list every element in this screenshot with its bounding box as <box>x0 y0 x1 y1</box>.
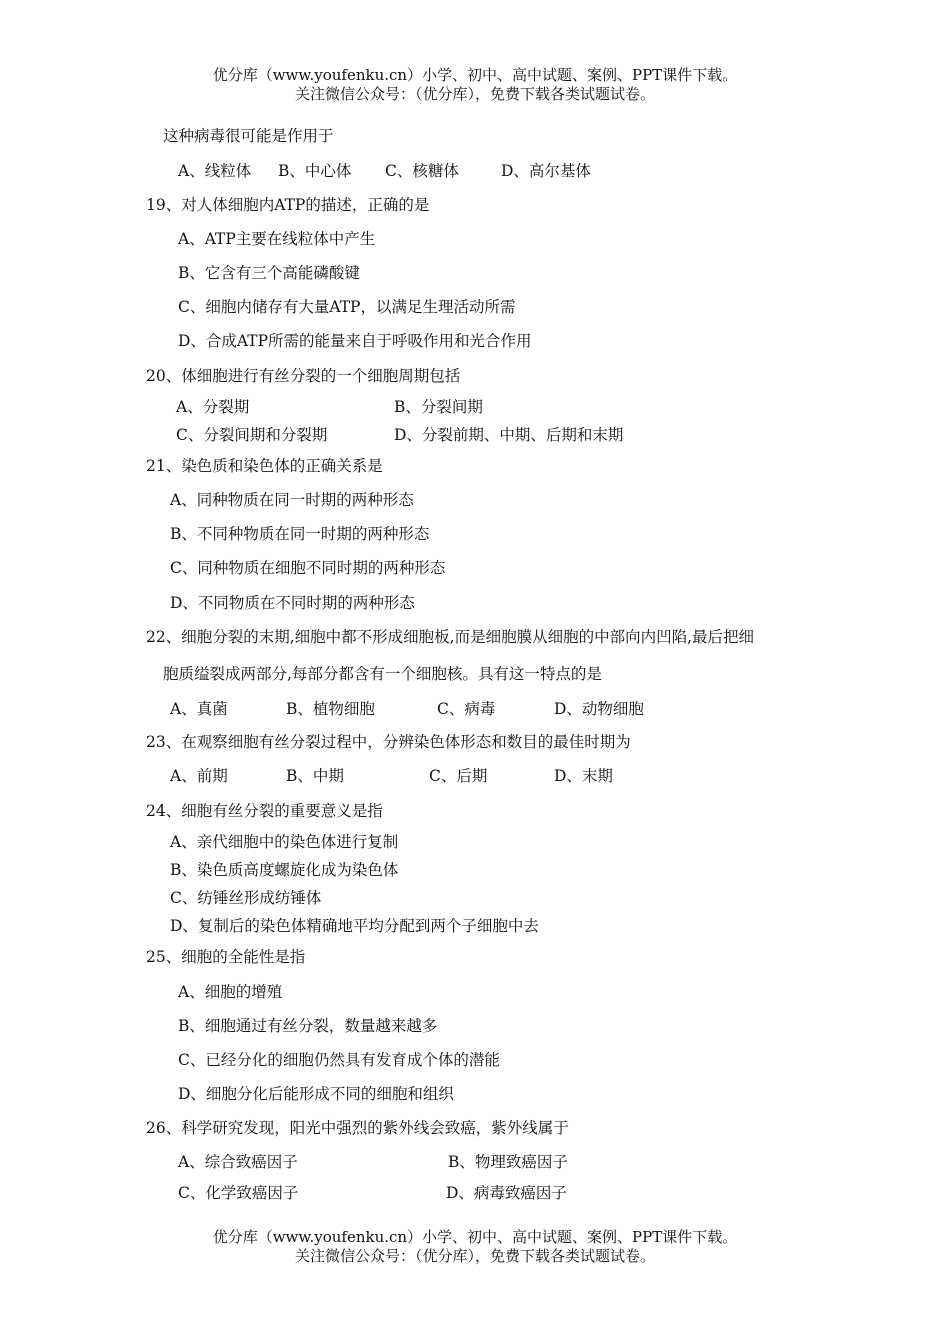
page-footer <box>0 1228 950 1266</box>
q22-option-c: C、病毒 <box>437 700 496 718</box>
q25-option-c: C、已经分化的细胞仍然具有发育成个体的潜能 <box>178 1051 500 1069</box>
footer-line-2: 关注微信公众号：（优分库），免费下载各类试题试卷。 <box>294 1247 655 1265</box>
q22-option-d: D、动物细胞 <box>554 700 644 718</box>
q26-option-a: A、综合致癌因子 <box>178 1153 298 1171</box>
q24-option-d: D、复制后的染色体精确地平均分配到两个子细胞中去 <box>170 917 539 935</box>
q19-option-b: B、它含有三个高能磷酸键 <box>178 264 360 282</box>
q24-option-b: B、染色质高度螺旋化成为染色体 <box>170 861 399 879</box>
q20-option-b: B、分裂间期 <box>394 398 483 416</box>
footer-line-1: 优分库（www.youfenku.cn）小学、初中、高中试题、案例、PPT课件下载。 <box>212 1228 738 1246</box>
q22-option-b: B、植物细胞 <box>286 700 375 718</box>
q21-option-b: B、不同种物质在同一时期的两种形态 <box>170 525 430 543</box>
header-line-2: 关注微信公众号：（优分库），免费下载各类试题试卷。 <box>294 85 655 103</box>
q23-option-b: B、中期 <box>286 767 344 785</box>
q24-option-c: C、纺锤丝形成纺锤体 <box>170 889 322 907</box>
q20-stem: 20、体细胞进行有丝分裂的一个细胞周期包括 <box>146 367 461 385</box>
q21-stem: 21、染色质和染色体的正确关系是 <box>146 457 383 475</box>
q19-stem: 19、对人体细胞内ATP的描述，正确的是 <box>146 196 430 214</box>
q23-option-a: A、前期 <box>170 767 228 785</box>
q18-option-c: C、核糖体 <box>385 162 459 180</box>
page-header <box>0 66 950 104</box>
q25-option-d: D、细胞分化后能形成不同的细胞和组织 <box>178 1085 454 1103</box>
q26-option-d: D、病毒致癌因子 <box>446 1184 567 1202</box>
q19-option-a: A、ATP主要在线粒体中产生 <box>178 230 376 248</box>
q25-stem: 25、细胞的全能性是指 <box>146 948 306 966</box>
q24-stem: 24、细胞有丝分裂的重要意义是指 <box>146 802 383 820</box>
q23-stem: 23、在观察细胞有丝分裂过程中，分辨染色体形态和数目的最佳时期为 <box>146 733 631 751</box>
q21-option-d: D、不同物质在不同时期的两种形态 <box>170 594 415 612</box>
q18-option-b: B、中心体 <box>278 162 352 180</box>
q18-stem-tail: 这种病毒很可能是作用于 <box>163 127 334 145</box>
q18-option-d: D、高尔基体 <box>501 162 591 180</box>
header-line-1: 优分库（www.youfenku.cn）小学、初中、高中试题、案例、PPT课件下载。 <box>212 66 738 84</box>
q20-option-a: A、分裂期 <box>176 398 250 416</box>
q20-option-c: C、分裂间期和分裂期 <box>176 426 328 444</box>
q25-option-a: A、细胞的增殖 <box>178 983 283 1001</box>
q26-option-c: C、化学致癌因子 <box>178 1184 299 1202</box>
q24-option-a: A、亲代细胞中的染色体进行复制 <box>170 833 399 851</box>
q22-stem-line-2: 胞质缢裂成两部分,每部分都含有一个细胞核。具有这一特点的是 <box>163 665 602 683</box>
q21-option-a: A、同种物质在同一时期的两种形态 <box>170 491 414 509</box>
q25-option-b: B、细胞通过有丝分裂，数量越来越多 <box>178 1017 438 1035</box>
q18-option-a: A、线粒体 <box>178 162 252 180</box>
q26-option-b: B、物理致癌因子 <box>448 1153 568 1171</box>
q19-option-d: D、合成ATP所需的能量来自于呼吸作用和光合作用 <box>178 332 532 350</box>
q23-option-c: C、后期 <box>429 767 488 785</box>
q26-stem: 26、科学研究发现，阳光中强烈的紫外线会致癌，紫外线属于 <box>146 1119 569 1137</box>
q23-option-d: D、末期 <box>554 767 613 785</box>
q22-option-a: A、真菌 <box>170 700 228 718</box>
q20-option-d: D、分裂前期、中期、后期和末期 <box>394 426 624 444</box>
q21-option-c: C、同种物质在细胞不同时期的两种形态 <box>170 559 446 577</box>
q22-stem-line-1: 22、细胞分裂的末期,细胞中都不形成细胞板,而是细胞膜从细胞的中部向内凹陷,最后把细 <box>146 628 755 646</box>
q19-option-c: C、细胞内储存有大量ATP，以满足生理活动所需 <box>178 298 516 316</box>
